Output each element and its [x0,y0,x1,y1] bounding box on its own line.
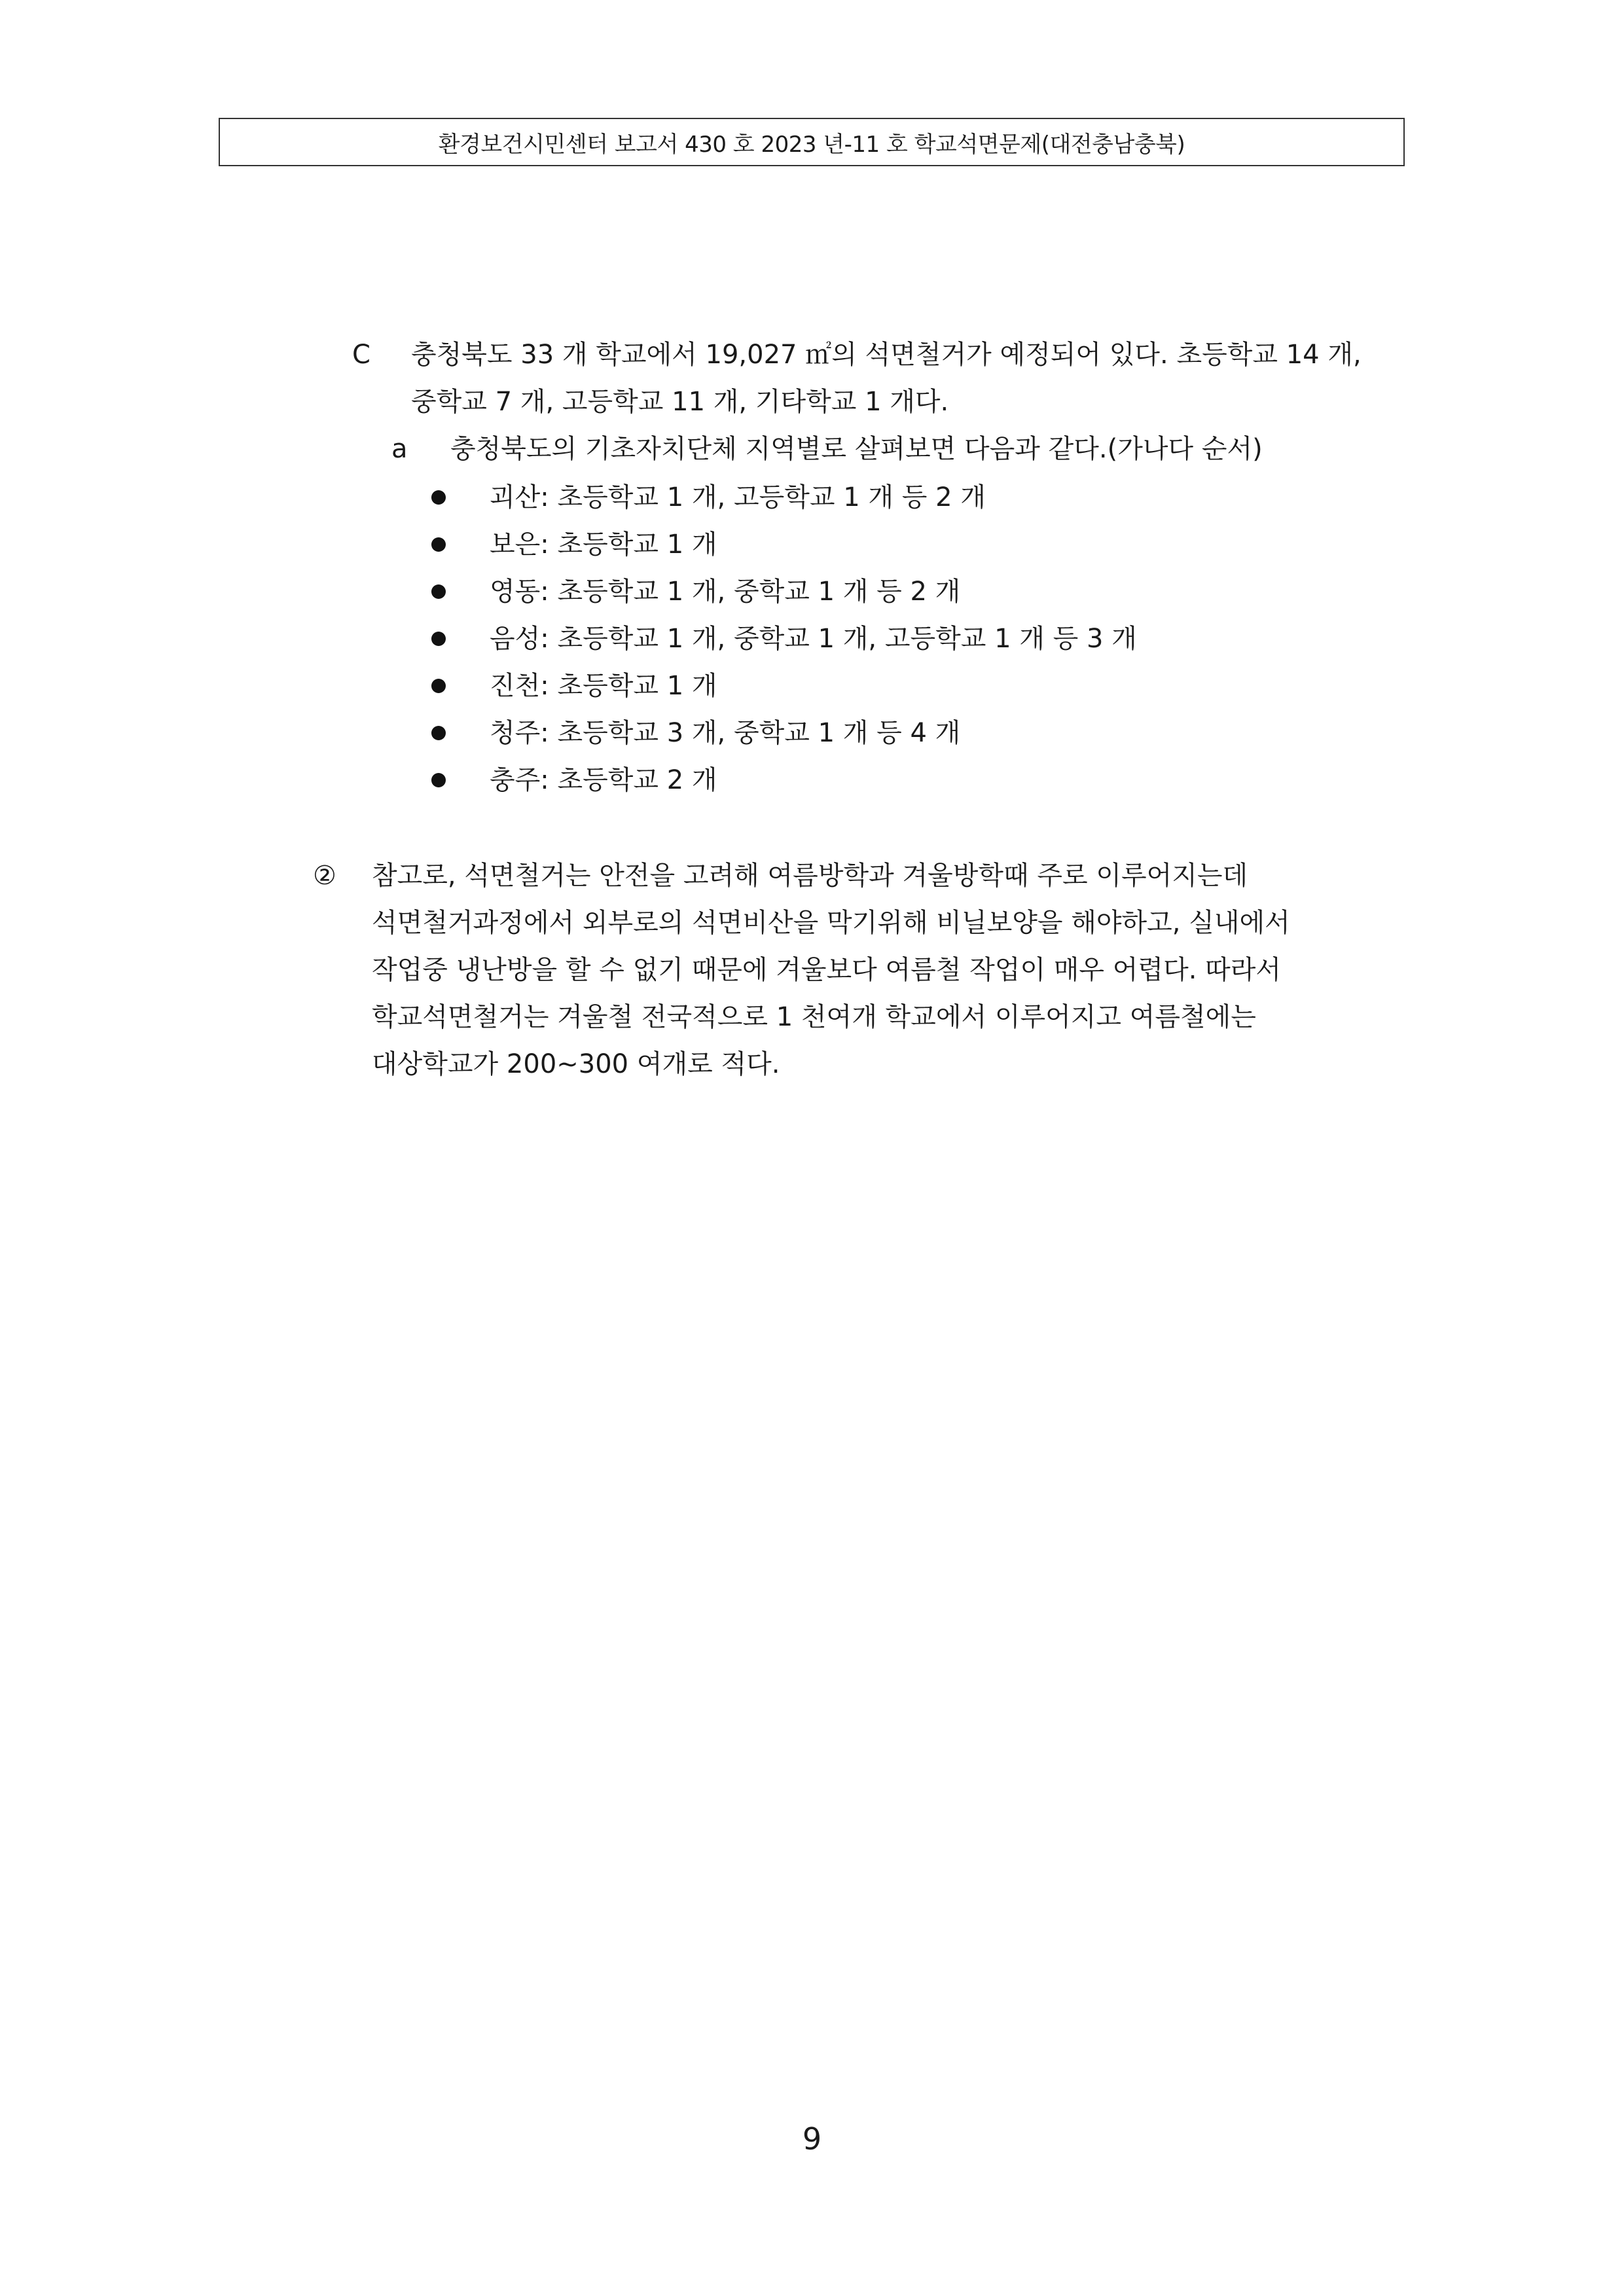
note-marker: ② [313,861,336,891]
bullet-icon [431,490,446,505]
note-line-4: 학교석면철거는 겨울철 전국적으로 1 천여개 학교에서 이루어지고 여름철에는 [372,1002,1256,1032]
sub-a-marker: a [391,434,408,464]
note-line-3: 작업중 냉난방을 할 수 없기 때문에 겨울보다 여름철 작업이 매우 어렵다. 따라서 [372,955,1282,985]
bullet-icon [431,584,446,599]
note-line-2: 석면철거과정에서 외부로의 석면비산을 막기위해 비닐보양을 해야하고, 실내에서 [372,908,1290,938]
report-header [219,118,1405,166]
section-c-line-2: 중학교 7 개, 고등학교 11 개, 기타학교 1 개다. [411,387,949,417]
list-item: 충주: 초등학교 2 개 [490,765,717,795]
section-c-line-1: 충청북도 33 개 학교에서 19,027 ㎡의 석면철거가 예정되어 있다. 초등학교 14 개, [411,340,1362,370]
bullet-icon [431,726,446,740]
note-line-5: 대상학교가 200~300 여개로 적다. [372,1049,780,1079]
report-header-title: 환경보건시민센터 보고서 430 호 2023 년-11 호 학교석면문제(대전충남충북) [438,131,1185,158]
note-line-1: 참고로, 석면철거는 안전을 고려해 여름방학과 겨울방학때 주로 이루어지는데 [372,861,1248,891]
list-item: 영동: 초등학교 1 개, 중학교 1 개 등 2 개 [490,577,961,607]
list-item: 청주: 초등학교 3 개, 중학교 1 개 등 4 개 [490,718,961,748]
bullet-icon [431,537,446,552]
list-item: 진천: 초등학교 1 개 [490,671,717,701]
list-item: 보은: 초등학교 1 개 [490,529,717,560]
list-item: 괴산: 초등학교 1 개, 고등학교 1 개 등 2 개 [490,482,986,512]
bullet-icon [431,679,446,693]
sub-a-text: 충청북도의 기초자치단체 지역별로 살펴보면 다음과 같다.(가나다 순서) [450,434,1263,464]
bullet-icon [431,632,446,646]
page-number: 9 [802,2121,822,2157]
bullet-icon [431,773,446,787]
section-c-marker: C [352,340,370,370]
list-item: 음성: 초등학교 1 개, 중학교 1 개, 고등학교 1 개 등 3 개 [490,624,1137,654]
